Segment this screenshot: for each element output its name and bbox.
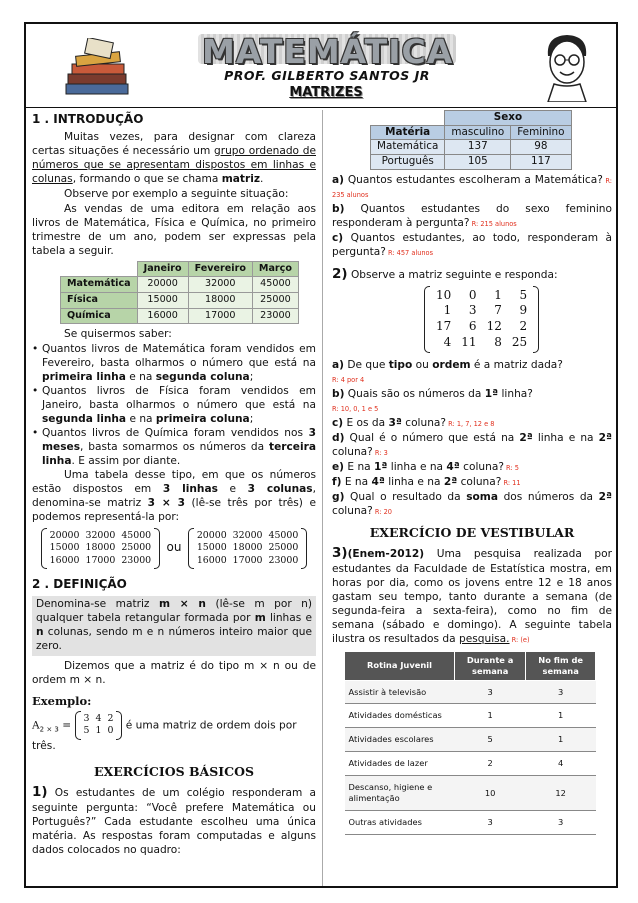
table-row: Atividades escolares 5 1 bbox=[345, 728, 596, 752]
sales-col-header: Janeiro bbox=[137, 261, 188, 277]
gender-table: Sexo Matéria masculino Feminino Matemática 137 98 Português 105 117 bbox=[370, 110, 572, 170]
exercise-2c: c) E os da 3ª coluna? R: 1, 7, 12 e 8 bbox=[332, 416, 495, 429]
table-row: Matemática 20000 32000 45000 bbox=[61, 277, 299, 293]
section-heading-introducao: 1 . INTRODUÇÃO bbox=[32, 112, 144, 126]
definition-paragraph: Dizemos que a matriz é do tipo m × n ou de ordem m × n. bbox=[32, 659, 316, 686]
exercise-1b: b) Quantos estudantes do sexo feminino responderam à pergunta? R: 215 alunos bbox=[332, 202, 612, 229]
definition-box: Denomina-se matriz m × n (lê-se m por n) qualquer tabela retangular formada por m linhas e n colunas, sendo m e n números inteiro maior que zero. bbox=[32, 596, 316, 656]
example-line: $A_{2 \times 3}$ = 3 4 2 5 1 0 é uma matriz de ordem dois por três. bbox=[32, 712, 297, 752]
or-label: ou bbox=[166, 540, 182, 555]
matrix-representation bbox=[32, 528, 316, 569]
exercise-2d: d) Qual é o número que está na 2ª linha e na 2ª coluna? R: 3 bbox=[332, 431, 612, 458]
page-frame bbox=[24, 22, 618, 888]
right-column bbox=[332, 110, 612, 835]
routine-table: Rotina Juvenil Durante a semana No fim de semana Assistir à televisão 3 3 Atividades domésticas 1 1 Atividades escolares 5 1 Atividades de lazer 2 4 Descanso, higiene e alimentação 10 12 Outras atividades 3 3 bbox=[344, 651, 596, 835]
table-row: Atividades domésticas 1 1 bbox=[345, 704, 596, 728]
intro-paragraph-5: Uma tabela desse tipo, em que os números estão dispostos em 3 linhas e 3 colunas, denomina-se matriz 3 × 3 (lê-se três por três) e podemos representá-la por: bbox=[32, 468, 316, 523]
matrix-3x3-brackets: 20000 32000 45000 15000 18000 25000 16000 17000 23000 bbox=[188, 528, 307, 569]
exercise-1: 1) Os estudantes de um colégio responderam a seguinte pergunta: “Você prefere Matemática ou Português?” Cada estudante escolheu uma única matéria. As respostas foram computadas e alguns dados colocados no quadro: bbox=[32, 784, 316, 856]
bullet-list bbox=[32, 343, 316, 469]
sales-col-header: Março bbox=[252, 261, 298, 277]
books-icon bbox=[62, 38, 132, 98]
matrix-3x3-parens: 20000 32000 45000 15000 18000 25000 16000 17000 23000 bbox=[41, 528, 160, 569]
author: PROF. GILBERTO SANTOS JR bbox=[224, 68, 430, 83]
exercise-2g: g) Qual o resultado da soma dos números da 2ª coluna? R: 20 bbox=[332, 490, 612, 517]
exercise-2e: e) E na 1ª linha e na 4ª coluna? R: 5 bbox=[332, 460, 519, 473]
table-row: Português 105 117 bbox=[371, 155, 572, 170]
table-row: Outras atividades 3 3 bbox=[345, 811, 596, 835]
list-item: • Quantos livros de Matemática foram vendidos em Fevereiro, basta olharmos o número que está na primeira linha e na segunda coluna; bbox=[42, 343, 316, 385]
professor-caricature-icon bbox=[536, 30, 598, 102]
table-row: Assistir à televisão 3 3 bbox=[345, 680, 596, 704]
header bbox=[26, 24, 616, 108]
sales-col-header: Fevereiro bbox=[188, 261, 252, 277]
exercise-3: 3)(Enem-2012) Uma pesquisa realizada por estudantes da Faculdade de Estatística mostra, em horas por dia, como os jovens entre 12 e 18 anos gastam seu tempo, tanto durante a semana (de segunda-feira a sexta-feira), como no fim de semana (sábado e domingo). A seguinte tabela ilustra os resultados da pesquisa. R: (e) bbox=[332, 545, 612, 645]
intro-paragraph-4: Se quisermos saber: bbox=[64, 328, 172, 341]
left-column bbox=[32, 110, 316, 859]
exercise-2: 2) Observe a matriz seguinte e responda: bbox=[332, 265, 558, 282]
list-item: • Quantos livros de Física foram vendidos em Janeiro, basta olharmos o número que está na segunda linha e na primeira coluna; bbox=[42, 385, 316, 427]
list-item: • Quantos livros de Química foram vendidos nos 3 meses, basta somarmos os números da terceira linha. E assim por diante. bbox=[42, 427, 316, 469]
exercise-2b: b) Quais são os números da 1ª linha? R: 10, 0, 1 e 5 bbox=[332, 387, 533, 413]
exercise-1a: a) Quantos estudantes escolheram a Matemática? R: 235 alunos bbox=[332, 173, 612, 199]
table-row: Atividades de lazer 2 4 bbox=[345, 752, 596, 776]
intro-paragraph-1: Muitas vezes, para designar com clareza certas situações é necessário um grupo ordenado de números que se apresentam dispostos em linhas e colunas, formando o que se chama matriz. bbox=[32, 130, 316, 185]
exercise-2a: a) De que tipo ou ordem é a matriz dada? R: 4 por 4 bbox=[332, 358, 563, 384]
vestibular-title: EXERCÍCIO DE VESTIBULAR bbox=[369, 524, 575, 540]
topic-title: MATRIZES bbox=[289, 85, 363, 100]
example-label: Exemplo: bbox=[32, 693, 92, 708]
table-row: Física 15000 18000 25000 bbox=[61, 292, 299, 308]
table-row: Descanso, higiene e alimentação 10 12 bbox=[345, 776, 596, 811]
exercise-2-matrix: 10 0 1 5 1 3 7 9 17 6 12 2 4 11 8 25 bbox=[424, 286, 612, 353]
section-heading-definicao: 2 . DEFINIÇÃO bbox=[32, 576, 127, 591]
table-row: Química 16000 17000 23000 bbox=[61, 308, 299, 324]
basic-exercises-title: EXERCÍCIOS BÁSICOS bbox=[93, 763, 254, 779]
sales-table bbox=[60, 261, 299, 325]
intro-paragraph-3: As vendas de uma editora em relação aos livros de Matemática, Física e Química, no primeiro trimestre de um ano, podem ser expressas pela tabela a seguir. bbox=[32, 202, 316, 257]
exercise-2f: f) E na 4ª linha e na 2ª coluna? R: 11 bbox=[332, 475, 521, 488]
intro-paragraph-2: Observe por exemplo a seguinte situação: bbox=[64, 187, 289, 200]
page-title: MATEMÁTICA bbox=[202, 32, 454, 71]
exercise-1c: c) Quantos estudantes, ao todo, responderam à pergunta? R: 457 alunos bbox=[332, 231, 612, 258]
column-divider bbox=[322, 110, 323, 886]
matrix-2x3: 3 4 2 5 1 0 bbox=[75, 711, 123, 740]
table-row: Matemática 137 98 bbox=[371, 140, 572, 155]
